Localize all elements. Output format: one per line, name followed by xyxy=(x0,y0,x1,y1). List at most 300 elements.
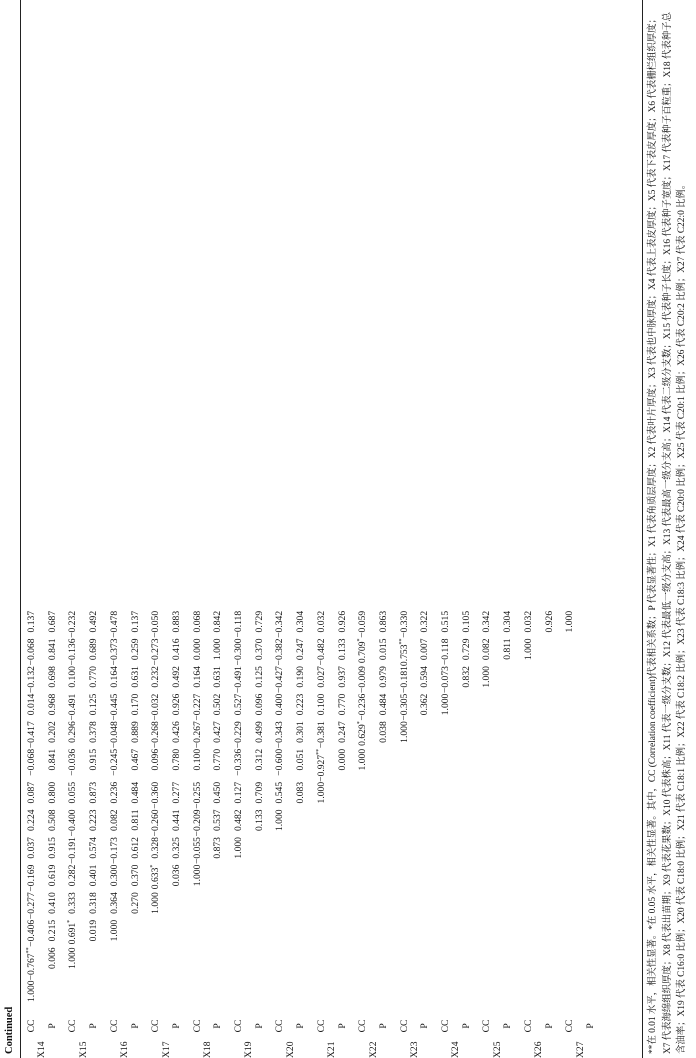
p-value-cell xyxy=(291,837,312,865)
p-value: 0.594 xyxy=(419,666,431,688)
cc-value: −0.068 xyxy=(26,638,37,666)
cc-value-cell xyxy=(560,809,581,837)
cc-value: 0.236 xyxy=(108,781,120,804)
cc-value-cell xyxy=(436,837,457,865)
cc-value-cell xyxy=(436,809,457,837)
cc-value: 0.000 xyxy=(191,638,203,661)
table-row xyxy=(250,611,271,1058)
p-value: 0.416 xyxy=(170,638,182,661)
spacer-cell xyxy=(291,1008,312,1012)
p-label: P xyxy=(295,1023,307,1029)
p-value: 0.370 xyxy=(253,638,265,661)
cc-value-cell xyxy=(477,694,498,722)
p-value-cell xyxy=(126,611,147,639)
table-row xyxy=(560,611,581,1058)
cc-value-cell xyxy=(63,749,84,782)
significance-marker: ** xyxy=(398,638,405,645)
p-value: 0.301 xyxy=(295,721,307,743)
cc-value-cell xyxy=(560,749,581,782)
cc-value-cell xyxy=(270,809,291,837)
p-value-cell xyxy=(84,837,105,865)
cc-value-cell xyxy=(146,980,167,1008)
cc-value: −0.136 xyxy=(67,638,79,666)
cc-value-cell xyxy=(270,611,291,639)
p-value-cell xyxy=(250,809,271,837)
cc-value-cell xyxy=(229,865,250,893)
p-value: 0.362 xyxy=(419,693,431,716)
table-row xyxy=(63,611,84,1058)
p-value: 0.889 xyxy=(129,721,141,743)
p-value-cell xyxy=(498,638,519,666)
variable-label: X17 xyxy=(160,1041,172,1058)
table-caption: Continued xyxy=(4,1006,15,1054)
cc-label: CC xyxy=(108,1019,120,1033)
cc-value-cell xyxy=(229,611,250,639)
p-value-cell xyxy=(498,721,519,749)
p-value-cell xyxy=(167,721,188,749)
cc-value: −0.255 xyxy=(191,781,203,809)
spacer-cell xyxy=(415,1008,436,1012)
p-value-cell xyxy=(333,638,354,666)
cc-value-cell xyxy=(560,920,581,948)
cc-value-cell xyxy=(436,920,457,948)
spacer-cell xyxy=(436,1008,457,1012)
cc-value: −0.232 xyxy=(67,610,79,638)
cc-value-cell xyxy=(312,694,333,722)
p-value-cell xyxy=(333,782,354,810)
cc-value: 1.000 xyxy=(398,721,410,743)
p-value: 0.770 xyxy=(88,666,100,688)
p-value-cell xyxy=(333,980,354,1008)
p-value-cell xyxy=(84,611,105,639)
p-value: 0.537 xyxy=(212,809,224,832)
p-value-cell xyxy=(167,865,188,893)
p-value-cell xyxy=(208,920,229,948)
cc-value: −0.491 xyxy=(233,666,245,694)
cc-value-cell xyxy=(270,749,291,782)
p-value: 0.038 xyxy=(377,721,389,743)
cc-value: −0.059 xyxy=(357,610,369,638)
p-label: P xyxy=(502,1023,514,1029)
cc-value-cell xyxy=(477,721,498,749)
p-value-cell xyxy=(457,611,478,639)
p-value: 0.096 xyxy=(253,693,265,716)
p-value: 0.133 xyxy=(336,638,348,661)
cc-value-cell xyxy=(312,721,333,749)
cc-value-cell xyxy=(22,749,43,782)
p-value-cell xyxy=(333,809,354,837)
cc-value: −0.032 xyxy=(150,693,162,721)
p-value-cell xyxy=(208,980,229,1008)
p-value: 0.312 xyxy=(253,748,265,771)
spacer-cell xyxy=(270,1008,291,1012)
cc-value: 1.000 xyxy=(564,610,576,633)
p-value: 0.863 xyxy=(377,610,389,633)
p-value-cell xyxy=(415,666,436,694)
p-value-cell xyxy=(84,721,105,749)
cc-value-cell xyxy=(146,782,167,810)
p-value-cell xyxy=(581,694,602,722)
cc-value-cell xyxy=(229,749,250,782)
p-value-cell xyxy=(415,638,436,666)
cc-value-cell xyxy=(477,782,498,810)
cc-value: 0.527 xyxy=(233,693,245,716)
p-value-cell xyxy=(415,947,436,980)
table-row xyxy=(126,611,147,1058)
p-value-cell xyxy=(540,920,561,948)
p-value-cell xyxy=(250,694,271,722)
p-value-cell xyxy=(333,666,354,694)
p-value-cell xyxy=(374,749,395,782)
spacer-cell xyxy=(312,1008,333,1012)
cc-value-cell xyxy=(63,947,84,980)
cc-value-cell xyxy=(105,947,126,980)
p-value: 0.125 xyxy=(253,666,265,688)
spacer-cell xyxy=(374,1008,395,1012)
cc-value-cell xyxy=(270,721,291,749)
p-value: 0.926 xyxy=(336,610,348,633)
p-value-cell xyxy=(291,721,312,749)
cc-value: 0.087 xyxy=(26,781,37,804)
p-value-cell xyxy=(374,782,395,810)
cc-value: 1.000 xyxy=(191,864,203,887)
cc-value-cell xyxy=(436,980,457,1008)
cc-value-cell xyxy=(560,947,581,980)
p-value-cell xyxy=(333,694,354,722)
cc-value: 0.342 xyxy=(481,610,493,633)
cc-value: 0.037 xyxy=(26,837,37,859)
cc-value-cell xyxy=(229,947,250,980)
p-value: 0.006 xyxy=(46,947,58,969)
p-value-cell xyxy=(208,666,229,694)
correlation-table xyxy=(22,611,602,1058)
p-value: 0.007 xyxy=(419,638,431,661)
cc-value-cell xyxy=(477,865,498,893)
cc-value-cell xyxy=(477,611,498,639)
p-value-cell xyxy=(126,865,147,893)
cc-value-cell xyxy=(188,749,209,782)
p-value: 0.841 xyxy=(46,748,58,771)
p-value: 0.811 xyxy=(129,809,141,831)
p-value-cell xyxy=(581,865,602,893)
cc-value: −0.169 xyxy=(26,864,37,892)
p-value-cell xyxy=(498,837,519,865)
p-value-cell xyxy=(374,666,395,694)
cc-value-cell xyxy=(105,694,126,722)
cc-value-cell xyxy=(519,721,540,749)
cc-value-cell xyxy=(560,782,581,810)
p-label: P xyxy=(336,1023,348,1029)
cc-value-cell xyxy=(395,749,416,782)
cc-value-cell xyxy=(395,694,416,722)
cc-value-cell xyxy=(229,980,250,1008)
p-value: 0.410 xyxy=(46,892,58,914)
p-value-cell xyxy=(167,809,188,837)
cc-value: −0.330 xyxy=(398,610,410,638)
variable-label: X14 xyxy=(36,1041,48,1058)
cc-value: 0.364 xyxy=(108,892,120,914)
p-value-cell xyxy=(291,947,312,980)
p-label: P xyxy=(253,1023,265,1029)
p-value: 0.215 xyxy=(46,919,58,942)
cc-value: 0.691 xyxy=(67,922,79,945)
cc-value-cell xyxy=(519,782,540,810)
p-value-cell xyxy=(457,920,478,948)
p-value-cell xyxy=(250,749,271,782)
p-value-cell xyxy=(291,694,312,722)
cc-value-cell xyxy=(105,837,126,865)
p-value-cell xyxy=(333,837,354,865)
cc-value: −0.478 xyxy=(108,610,120,638)
cc-value: 0.164 xyxy=(191,666,203,688)
p-value-cell xyxy=(374,892,395,920)
spacer-cell xyxy=(353,1008,374,1012)
p-value-cell xyxy=(457,638,478,666)
p-value-cell xyxy=(333,947,354,980)
cc-label: CC xyxy=(150,1019,162,1033)
p-value-cell xyxy=(540,837,561,865)
cc-value-cell xyxy=(436,666,457,694)
p-value: 0.484 xyxy=(129,781,141,804)
table-row xyxy=(105,611,126,1058)
cc-value-cell xyxy=(188,666,209,694)
cc-value-cell xyxy=(312,837,333,865)
p-value: 0.770 xyxy=(212,748,224,771)
p-value: 0.133 xyxy=(253,809,265,832)
table-row xyxy=(229,611,250,1058)
cc-value: 0.032 xyxy=(315,610,327,633)
p-value-cell xyxy=(43,980,64,1008)
p-value: 0.832 xyxy=(460,666,472,688)
cc-value-cell xyxy=(229,638,250,666)
p-value-cell xyxy=(126,638,147,666)
p-value-cell xyxy=(498,980,519,1008)
table-row xyxy=(457,611,478,1058)
cc-value-cell xyxy=(477,920,498,948)
p-value-cell xyxy=(498,666,519,694)
p-value-cell xyxy=(126,749,147,782)
cc-value: 0.282 xyxy=(67,864,79,887)
p-value-cell xyxy=(540,611,561,639)
p-value: 0.401 xyxy=(88,864,100,887)
table-row xyxy=(208,611,229,1058)
cc-value-cell xyxy=(353,782,374,810)
cc-value-cell xyxy=(519,892,540,920)
cc-value-cell xyxy=(477,638,498,666)
cc-value: −0.491 xyxy=(67,693,79,721)
p-value-cell xyxy=(291,638,312,666)
p-value-cell xyxy=(291,666,312,694)
cc-value: −0.767 xyxy=(26,953,37,981)
cc-value-cell xyxy=(395,611,416,639)
p-value-cell xyxy=(457,837,478,865)
table-row xyxy=(146,611,167,1058)
cc-value-cell xyxy=(353,749,374,782)
cc-value: −0.268 xyxy=(150,721,162,749)
p-value: 0.631 xyxy=(212,666,224,688)
p-label: P xyxy=(212,1023,224,1029)
p-value-cell xyxy=(167,694,188,722)
cc-value-cell xyxy=(146,920,167,948)
p-value-cell xyxy=(540,782,561,810)
cc-label: CC xyxy=(191,1019,203,1033)
table-row xyxy=(270,611,291,1058)
cc-value-cell xyxy=(105,611,126,639)
p-value: 0.508 xyxy=(46,809,58,832)
cc-value-cell xyxy=(353,666,374,694)
cc-value: 0.482 xyxy=(233,809,245,832)
p-value-cell xyxy=(84,920,105,948)
p-value-cell xyxy=(126,782,147,810)
cc-value-cell xyxy=(436,749,457,782)
p-value-cell xyxy=(457,666,478,694)
p-value: 0.019 xyxy=(88,919,100,942)
cc-value-cell xyxy=(519,666,540,694)
spacer-cell xyxy=(498,1008,519,1012)
cc-value-cell xyxy=(188,721,209,749)
cc-value: 1.000 xyxy=(522,638,534,661)
cc-value: 1.000 xyxy=(26,980,37,1002)
cc-value-cell xyxy=(270,837,291,865)
cc-value-cell xyxy=(270,892,291,920)
spacer-cell xyxy=(581,1008,602,1012)
p-value-cell xyxy=(415,749,436,782)
p-value-cell xyxy=(581,980,602,1008)
p-value-cell xyxy=(498,809,519,837)
cc-value-cell xyxy=(146,892,167,920)
p-value-cell xyxy=(208,865,229,893)
p-value-cell xyxy=(208,837,229,865)
cc-value-cell xyxy=(477,837,498,865)
cc-value-cell xyxy=(146,865,167,893)
cc-value: −0.305 xyxy=(398,693,410,721)
cc-value-cell xyxy=(63,611,84,639)
p-value: 0.277 xyxy=(170,781,182,804)
cc-value: −0.267 xyxy=(191,721,203,749)
cc-value: 0.545 xyxy=(274,781,286,804)
cc-value: 0.328 xyxy=(150,837,162,859)
p-value-cell xyxy=(126,721,147,749)
cc-value-cell xyxy=(436,782,457,810)
cc-value-cell xyxy=(22,837,43,865)
p-value-cell xyxy=(374,638,395,666)
cc-value: 1.000 xyxy=(67,947,79,969)
cc-value-cell xyxy=(395,721,416,749)
p-value-cell xyxy=(126,947,147,980)
table-row xyxy=(333,611,354,1058)
cc-label: CC xyxy=(398,1019,410,1033)
p-label: P xyxy=(543,1023,555,1029)
p-value-cell xyxy=(167,749,188,782)
cc-value-cell xyxy=(560,980,581,1008)
cc-value: 0.164 xyxy=(108,666,120,688)
cc-value-cell xyxy=(270,865,291,893)
cc-value: 0.100 xyxy=(67,666,79,688)
cc-value-cell xyxy=(146,694,167,722)
cc-value-cell xyxy=(63,666,84,694)
p-value: 0.770 xyxy=(336,693,348,716)
cc-label: CC xyxy=(522,1019,534,1033)
cc-value: 0.333 xyxy=(67,892,79,914)
p-value-cell xyxy=(457,809,478,837)
cc-value: 0.055 xyxy=(67,781,79,804)
cc-value-cell xyxy=(519,837,540,865)
p-value-cell xyxy=(43,721,64,749)
cc-value-cell xyxy=(146,611,167,639)
cc-value: −0.209 xyxy=(191,809,203,837)
cc-value-cell xyxy=(560,892,581,920)
cc-value-cell xyxy=(270,694,291,722)
variable-label: X25 xyxy=(491,1041,503,1058)
p-value-cell xyxy=(167,837,188,865)
cc-value-cell xyxy=(105,749,126,782)
cc-value-cell xyxy=(105,920,126,948)
cc-value: 0.127 xyxy=(233,781,245,804)
cc-value-cell xyxy=(519,611,540,639)
p-value-cell xyxy=(415,809,436,837)
cc-value-cell xyxy=(63,920,84,948)
p-value-cell xyxy=(374,980,395,1008)
cc-value: 0.137 xyxy=(26,610,37,633)
cc-value-cell xyxy=(353,809,374,837)
cc-value-cell xyxy=(395,782,416,810)
p-value-cell xyxy=(457,865,478,893)
cc-value: −0.048 xyxy=(108,721,120,749)
p-value-cell xyxy=(43,666,64,694)
cc-value-cell xyxy=(312,638,333,666)
p-value: 0.270 xyxy=(129,892,141,914)
p-label: P xyxy=(88,1023,100,1029)
p-value: 0.842 xyxy=(212,610,224,633)
cc-value-cell xyxy=(105,865,126,893)
cc-value-cell xyxy=(63,721,84,749)
p-value-cell xyxy=(167,638,188,666)
cc-value-cell xyxy=(188,638,209,666)
p-value-cell xyxy=(43,809,64,837)
variable-label: X20 xyxy=(284,1041,296,1058)
cc-value-cell xyxy=(105,666,126,694)
cc-value-cell xyxy=(560,666,581,694)
p-value: 0.811 xyxy=(502,638,514,660)
cc-value-cell xyxy=(188,782,209,810)
spacer-cell xyxy=(333,1008,354,1012)
spacer-cell xyxy=(22,1008,43,1012)
p-value-cell xyxy=(415,721,436,749)
cc-value-cell xyxy=(229,694,250,722)
cc-value-cell xyxy=(63,892,84,920)
cc-value: −0.927 xyxy=(315,754,327,782)
p-value: 0.015 xyxy=(377,638,389,661)
cc-label: CC xyxy=(26,1019,37,1033)
p-value: 0.612 xyxy=(129,837,141,859)
cc-value: −0.132 xyxy=(26,666,37,694)
p-value-cell xyxy=(498,694,519,722)
p-value-cell xyxy=(457,892,478,920)
p-value: 0.631 xyxy=(129,666,141,688)
cc-value: 1.000 xyxy=(108,919,120,942)
spacer-cell xyxy=(477,1008,498,1012)
cc-value: −0.373 xyxy=(108,638,120,666)
cc-value-cell xyxy=(22,980,43,1008)
cc-value: −0.400 xyxy=(67,809,79,837)
cc-value-cell xyxy=(270,782,291,810)
p-value: 0.619 xyxy=(46,864,58,887)
p-value-cell xyxy=(208,947,229,980)
cc-value: 0.232 xyxy=(150,666,162,688)
p-value-cell xyxy=(540,980,561,1008)
cc-value-cell xyxy=(560,638,581,666)
p-value: 0.484 xyxy=(377,693,389,716)
